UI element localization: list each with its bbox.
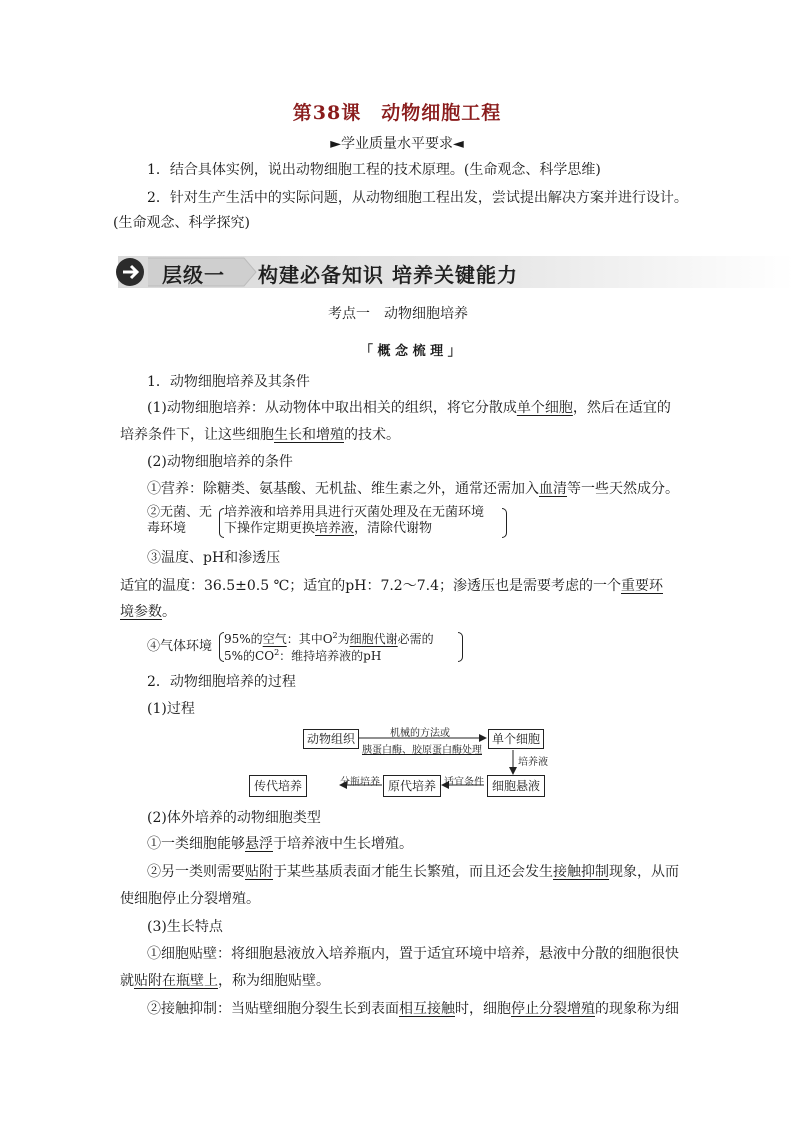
paragraph: 适宜的温度：36.5±0.5 ℃；适宜的pH：7.2～7.4；渗透压也是需要考虑的一个重要环	[120, 578, 663, 594]
paragraph: ③温度、pH和渗透压	[147, 550, 281, 566]
page-title: 第38课 动物细胞工程	[292, 102, 502, 124]
flow-box-suspension: 细胞悬液	[487, 775, 545, 797]
requirement-item: 2．针对生产生活中的实际问题，从动物细胞工程出发，尝试提出解决方案并进行设计。	[147, 190, 688, 206]
paragraph: ①营养：除糖类、氨基酸、无机盐、维生素之外，通常还需加入血清等一些天然成分。	[147, 481, 679, 497]
paragraph: ①一类细胞能够悬浮于培养液中生长增殖。	[147, 836, 413, 852]
paragraph: 培养条件下，让这些细胞生长和增殖的技术。	[120, 427, 400, 443]
banner-title: 构建必备知识 培养关键能力	[258, 263, 518, 287]
flow-box-tissue: 动物组织	[303, 729, 359, 749]
heading-2: (2)动物细胞培养的条件	[147, 454, 293, 470]
paragraph: 使细胞停止分裂增殖。	[120, 891, 260, 907]
flow-label: 适宜条件	[444, 777, 484, 788]
heading-1: 1．动物细胞培养及其条件	[147, 374, 310, 390]
paragraph: 境参数。	[120, 604, 176, 620]
paragraph: ②另一类则需要贴附于某些基质表面才能生长繁殖，而且还会发生接触抑制现象，从而	[147, 864, 679, 880]
flow-box-primary: 原代培养	[383, 775, 441, 797]
concept-heading: 「 概 念 梳 理 」	[360, 344, 461, 359]
brace-line: 下操作定期更换培养液，清除代谢物	[224, 521, 433, 536]
sterile-label: 毒环境	[147, 521, 187, 536]
heading-4: (2)体外培养的动物细胞类型	[147, 810, 321, 826]
paragraph: (1)动物细胞培养：从动物体中取出相关的组织，将它分散成单个细胞，然后在适宜的	[147, 400, 671, 416]
flow-box-passage: 传代培养	[249, 775, 307, 797]
right-brace	[458, 632, 463, 662]
heading-3a: (1)过程	[147, 701, 195, 717]
requirement-item: (生命观念、科学探究)	[113, 215, 250, 231]
banner-level: 层级一	[162, 263, 225, 287]
flow-box-single-cell: 单个细胞	[488, 729, 544, 749]
right-brace	[502, 508, 507, 538]
heading-5: (3)生长特点	[147, 919, 223, 935]
brace-line: 95%的空气：其中$O^2$为细胞代谢必需的	[224, 631, 434, 646]
requirement-item: 1．结合具体实例，说出动物细胞工程的技术原理。(生命观念、科学思维)	[147, 162, 601, 178]
brace-line: 5%的$CO^2$：维持培养液的pH	[224, 648, 382, 663]
heading-3: 2．动物细胞培养的过程	[147, 674, 296, 690]
paragraph: 就贴附在瓶壁上，称为细胞贴壁。	[120, 973, 330, 989]
requirements-heading: ►学业质量水平要求◄	[330, 136, 464, 152]
brace-line: 培养液和培养用具进行灭菌处理及在无菌环境	[224, 505, 485, 520]
paragraph: ②接触抑制：当贴壁细胞分裂生长到表面相互接触时，细胞停止分裂增殖的现象称为细	[147, 1001, 679, 1017]
section-title: 考点一 动物细胞培养	[328, 306, 468, 322]
flow-label: 胰蛋白酶、胶原蛋白酶处理	[362, 745, 482, 756]
flow-label: 分瓶培养	[340, 777, 380, 788]
flow-label: 机械的方法或	[390, 728, 450, 739]
sterile-label: ②无菌、无	[147, 505, 213, 520]
gas-label: ④气体环境	[147, 639, 213, 654]
paragraph: ①细胞贴壁：将细胞悬液放入培养瓶内，置于适宜环境中培养，悬液中分散的细胞很快	[147, 946, 679, 962]
flow-label: 培养液	[518, 757, 548, 768]
